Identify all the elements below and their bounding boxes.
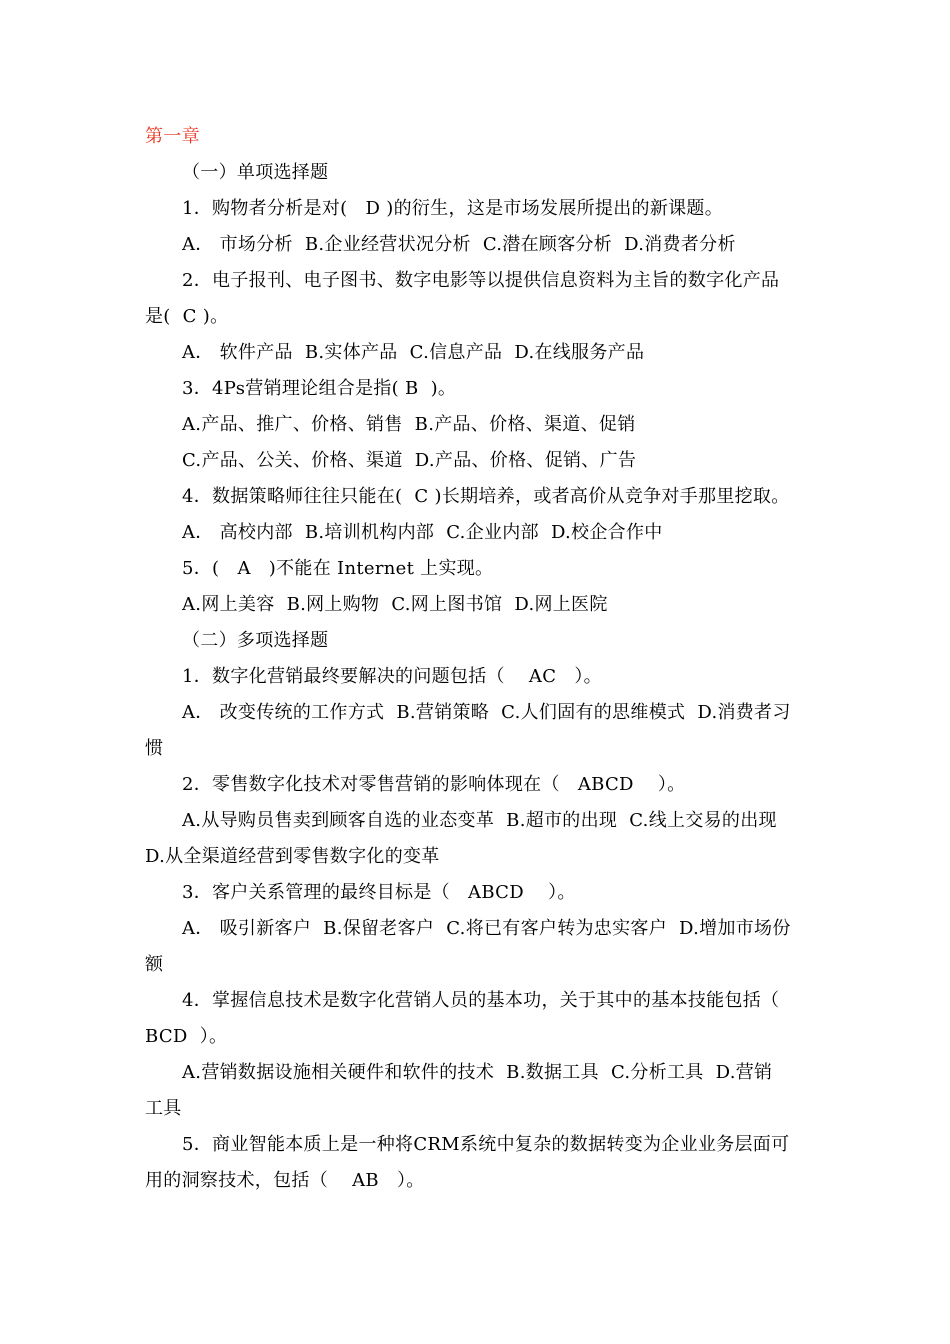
options-line: A.产品、推广、价格、销售 B.产品、价格、渠道、促销 (182, 414, 636, 435)
options-continuation: 工具 (145, 1098, 182, 1119)
question-line: 4．数据策略师往往只能在( C )长期培养，或者高价从竞争对手那里挖取。 (182, 486, 790, 507)
options-line: A． 改变传统的工作方式 B.营销策略 C.人们固有的思维模式 D.消费者习 (182, 702, 791, 723)
chapter-title: 第一章 (145, 126, 200, 147)
question-continuation: 用的洞察技术，包括（ AB ）。 (145, 1170, 425, 1191)
question-line: 5．商业智能本质上是一种将CRM系统中复杂的数据转变为企业业务层面可 (182, 1134, 790, 1155)
question-line: 1．购物者分析是对( D )的衍生，这是市场发展所提出的新课题。 (182, 198, 724, 219)
options-line: A.从导购员售卖到顾客自选的业态变革 B.超市的出现 C.线上交易的出现 (182, 810, 777, 831)
question-continuation: 是( C )。 (145, 306, 229, 327)
question-line: 5．( A )不能在 Internet 上实现。 (182, 558, 494, 579)
question-line: 3．4Ps营销理论组合是指( B )。 (182, 378, 457, 399)
options-line: A． 吸引新客户 B.保留老客户 C.将已有客户转为忠实客户 D.增加市场份 (182, 918, 791, 939)
options-line: A． 市场分析 B.企业经营状况分析 C.潜在顾客分析 D.消费者分析 (182, 234, 736, 255)
question-line: 2．电子报刊、电子图书、数字电影等以提供信息资料为主旨的数字化产品 (182, 270, 780, 291)
section-heading-single-choice: （一）单项选择题 (182, 162, 329, 183)
options-line: A． 高校内部 B.培训机构内部 C.企业内部 D.校企合作中 (182, 522, 663, 543)
question-continuation: BCD ）。 (145, 1026, 228, 1047)
question-line: 1．数字化营销最终要解决的问题包括（ AC ）。 (182, 666, 602, 687)
options-continuation: D.从全渠道经营到零售数字化的变革 (145, 846, 440, 867)
question-line: 4．掌握信息技术是数字化营销人员的基本功，关于其中的基本技能包括（ (182, 990, 780, 1011)
options-line: A.网上美容 B.网上购物 C.网上图书馆 D.网上医院 (182, 594, 608, 615)
options-continuation: 额 (145, 954, 164, 975)
options-continuation: 惯 (145, 738, 164, 759)
options-line: A． 软件产品 B.实体产品 C.信息产品 D.在线服务产品 (182, 342, 645, 363)
section-heading-multiple-choice: （二）多项选择题 (182, 630, 329, 651)
question-line: 2．零售数字化技术对零售营销的影响体现在（ ABCD ）。 (182, 774, 686, 795)
question-line: 3．客户关系管理的最终目标是（ ABCD ）。 (182, 882, 576, 903)
options-line: A.营销数据设施相关硬件和软件的技术 B.数据工具 C.分析工具 D.营销 (182, 1062, 773, 1083)
options-line: C.产品、公关、价格、渠道 D.产品、价格、促销、广告 (182, 450, 637, 471)
